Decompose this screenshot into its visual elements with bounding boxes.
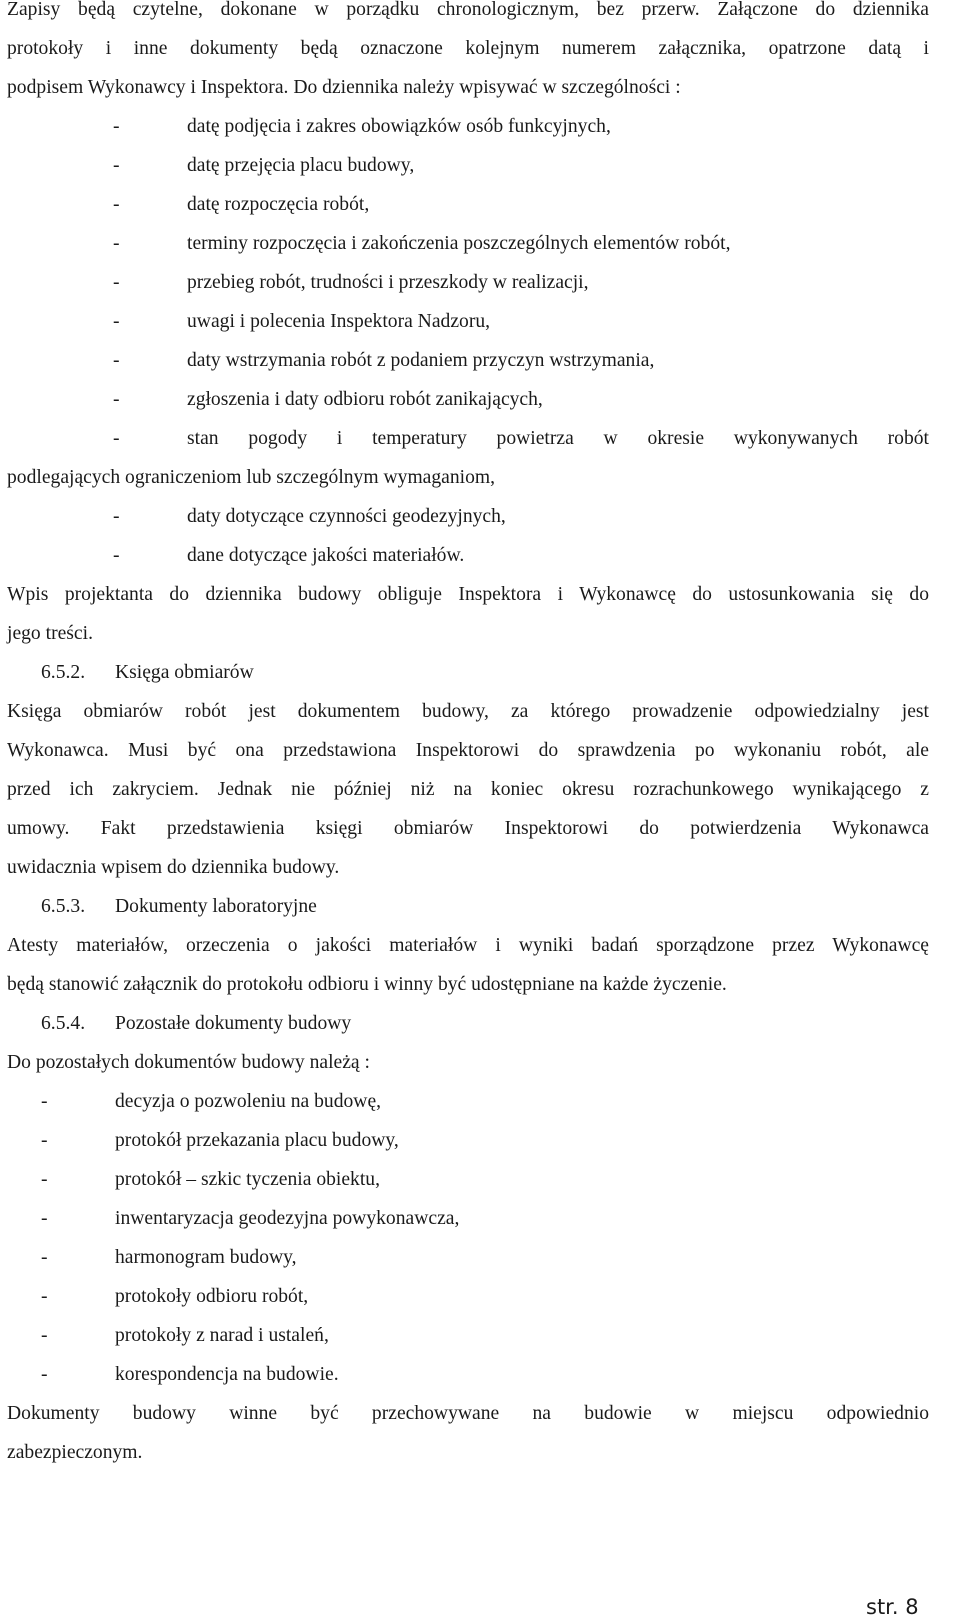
section-title: Dokumenty laboratoryjne xyxy=(115,896,317,917)
list-bullet: - xyxy=(41,1208,48,1229)
paragraph-line: Księga obmiarów robót jest dokumentem budowy, za którego prowadzenie odpowiedzialny jest xyxy=(7,701,929,722)
list-item: terminy rozpoczęcia i zakończenia poszczególnych elementów robót, xyxy=(187,233,731,254)
list-bullet: - xyxy=(41,1130,48,1151)
list-bullet: - xyxy=(113,233,120,254)
paragraph-line: umowy. Fakt przedstawienia księgi obmiarów Inspektorowi do potwierdzenia Wykonawca xyxy=(7,818,929,839)
list-bullet: - xyxy=(41,1286,48,1307)
section-number: 6.5.3. xyxy=(41,896,86,917)
list-item: datę rozpoczęcia robót, xyxy=(187,194,370,215)
list-bullet: - xyxy=(113,155,120,176)
list-bullet: - xyxy=(113,311,120,332)
list-item: przebieg robót, trudności i przeszkody w realizacji, xyxy=(187,272,589,293)
projektant-line-2: jego treści. xyxy=(7,623,93,644)
list-item: daty wstrzymania robót z podaniem przyczyn wstrzymania, xyxy=(187,350,655,371)
list-bullet: - xyxy=(113,506,120,527)
section-title: Pozostałe dokumenty budowy xyxy=(115,1013,352,1034)
page-number: str. 8 xyxy=(866,1595,919,1619)
paragraph-line: będą stanowić załącznik do protokołu odbioru i winny być udostępniane na każde życzenie. xyxy=(7,974,727,995)
list-bullet: - xyxy=(41,1091,48,1112)
intro-line-2: protokoły i inne dokumenty będą oznaczone kolejnym numerem załącznika, opatrzone datą i xyxy=(7,38,929,59)
paragraph-line: Atesty materiałów, orzeczenia o jakości materiałów i wyniki badań sporządzone przez Wykonawcę xyxy=(7,935,929,956)
section-title: Księga obmiarów xyxy=(115,662,254,683)
list-item: dane dotyczące jakości materiałów. xyxy=(187,545,465,566)
list-bullet: - xyxy=(41,1169,48,1190)
section-number: 6.5.4. xyxy=(41,1013,86,1034)
list-bullet: - xyxy=(113,194,120,215)
paragraph-line: Do pozostałych dokumentów budowy należą : xyxy=(7,1052,370,1073)
list-item: zgłoszenia i daty odbioru robót zanikających, xyxy=(187,389,543,410)
list-item: datę przejęcia placu budowy, xyxy=(187,155,415,176)
list-item: inwentaryzacja geodezyjna powykonawcza, xyxy=(115,1208,460,1229)
paragraph-line: uwidacznia wpisem do dziennika budowy. xyxy=(7,857,340,878)
list-bullet: - xyxy=(113,272,120,293)
list-item: korespondencja na budowie. xyxy=(115,1364,339,1385)
list-bullet: - xyxy=(113,545,120,566)
list-item: protokoły odbioru robót, xyxy=(115,1286,309,1307)
list-bullet: - xyxy=(113,116,120,137)
list-bullet: - xyxy=(113,350,120,371)
closing-line-1: Dokumenty budowy winne być przechowywane na budowie w miejscu odpowiednio xyxy=(7,1403,929,1424)
list-item-weather: stan pogody i temperatury powietrza w okresie wykonywanych robót xyxy=(187,428,929,449)
list-item: datę podjęcia i zakres obowiązków osób funkcyjnych, xyxy=(187,116,611,137)
list-bullet: - xyxy=(113,428,120,449)
paragraph-line: Wykonawca. Musi być ona przedstawiona Inspektorowi do sprawdzenia po wykonaniu robót, ale xyxy=(7,740,929,761)
list-item: uwagi i polecenia Inspektora Nadzoru, xyxy=(187,311,491,332)
list-bullet: - xyxy=(113,389,120,410)
list-item: protokół – szkic tyczenia obiektu, xyxy=(115,1169,380,1190)
list-item: harmonogram budowy, xyxy=(115,1247,297,1268)
paragraph-line: przed ich zakryciem. Jednak nie później niż na koniec okresu rozrachunkowego wynikającego z xyxy=(7,779,929,800)
section-number: 6.5.2. xyxy=(41,662,86,683)
list-bullet: - xyxy=(41,1247,48,1268)
list-item: protokoły z narad i ustaleń, xyxy=(115,1325,329,1346)
intro-line-3: podpisem Wykonawcy i Inspektora. Do dziennika należy wpisywać w szczególności : xyxy=(7,77,681,98)
list-bullet: - xyxy=(41,1364,48,1385)
list-item-weather-continuation: podlegających ograniczeniom lub szczególnym wymaganiom, xyxy=(7,467,496,488)
list-item: daty dotyczące czynności geodezyjnych, xyxy=(187,506,506,527)
list-item: protokół przekazania placu budowy, xyxy=(115,1130,399,1151)
intro-line-1: Zapisy będą czytelne, dokonane w porządku chronologicznym, bez przerw. Załączone do dziennika xyxy=(7,0,929,20)
projektant-line-1: Wpis projektanta do dziennika budowy obliguje Inspektora i Wykonawcę do ustosunkowania się do xyxy=(7,584,929,605)
closing-line-2: zabezpieczonym. xyxy=(7,1442,143,1463)
list-bullet: - xyxy=(41,1325,48,1346)
list-item: decyzja o pozwoleniu na budowę, xyxy=(115,1091,382,1112)
